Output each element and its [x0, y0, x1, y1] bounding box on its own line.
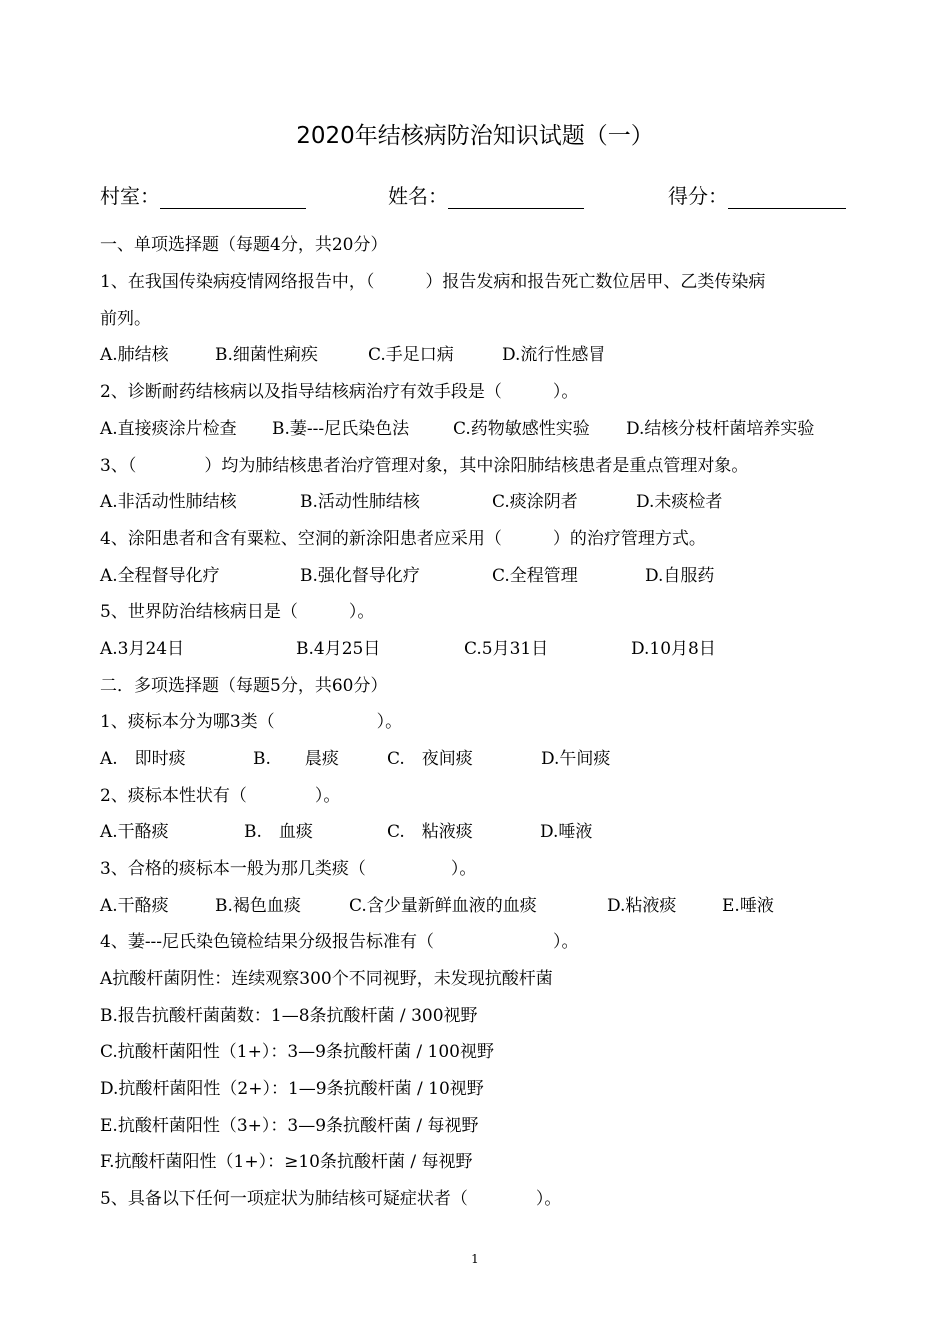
option-c: C.含少量新鲜血液的血痰	[349, 896, 537, 916]
score-label: 得分：	[668, 184, 728, 208]
section-heading-single-choice: 一、单项选择题（每题4分，共20分）	[100, 235, 388, 255]
option-d: D.午间痰	[541, 749, 611, 769]
option-d: D.粘液痰	[607, 896, 677, 916]
question-text: 1、痰标本分为哪3类（ ）。	[100, 712, 403, 732]
village-room-blank[interactable]	[160, 182, 306, 209]
score-blank[interactable]	[728, 182, 846, 209]
question-text: 4、萋---尼氏染色镜检结果分级报告标准有（ ）。	[100, 932, 579, 952]
option-e: E.唾液	[722, 896, 774, 916]
option-b: B.细菌性痢疾	[215, 345, 318, 365]
option-d: D.自服药	[645, 566, 715, 586]
section-heading-multiple-choice: 二．多项选择题（每题5分，共60分）	[100, 676, 388, 696]
village-room-field	[100, 180, 306, 209]
option-b: B.褐色血痰	[215, 896, 301, 916]
option-b: B.活动性肺结核	[300, 492, 420, 512]
village-room-label: 村室：	[100, 184, 160, 208]
option-c: C.药物敏感性实验	[453, 419, 590, 439]
option-c: C.5月31日	[464, 639, 549, 659]
option-b: B. 晨痰	[253, 749, 339, 769]
option-c: C.手足口病	[368, 345, 454, 365]
option-a: A.干酪痰	[100, 896, 169, 916]
option-c: C.全程管理	[492, 566, 578, 586]
grading-standard-item: D.抗酸杆菌阳性（2+）：1—9条抗酸杆菌 / 10视野	[100, 1079, 484, 1099]
name-blank[interactable]	[448, 182, 584, 209]
question-text: 5、具备以下任何一项症状为肺结核可疑症状者（ ）。	[100, 1189, 562, 1209]
option-c: C. 粘液痰	[387, 822, 473, 842]
grading-standard-item: C.抗酸杆菌阳性（1+）：3—9条抗酸杆菌 / 100视野	[100, 1042, 494, 1062]
option-c: C. 夜间痰	[387, 749, 473, 769]
score-field	[668, 180, 846, 209]
grading-standard-item: B.报告抗酸杆菌菌数：1—8条抗酸杆菌 / 300视野	[100, 1006, 478, 1026]
option-a: A.3月24日	[100, 639, 185, 659]
question-text: 3、（ ）均为肺结核患者治疗管理对象，其中涂阳肺结核患者是重点管理对象。	[100, 456, 749, 476]
option-d: D.未痰检者	[636, 492, 723, 512]
option-d: D.唾液	[540, 822, 593, 842]
option-a: A.肺结核	[100, 345, 169, 365]
grading-standard-item: A抗酸杆菌阴性：连续观察300个不同视野，未发现抗酸杆菌	[100, 969, 553, 989]
option-d: D.10月8日	[631, 639, 716, 659]
option-a: A.直接痰涂片检查	[100, 419, 237, 439]
option-b: B.4月25日	[296, 639, 381, 659]
option-d: D.结核分枝杆菌培养实验	[626, 419, 815, 439]
option-a: A.非活动性肺结核	[100, 492, 237, 512]
name-label: 姓名：	[388, 184, 448, 208]
option-a: A.干酪痰	[100, 822, 169, 842]
option-b: B.强化督导化疗	[300, 566, 420, 586]
option-b: B.萋---尼氏染色法	[272, 419, 410, 439]
page-number: 1	[471, 1252, 479, 1266]
exam-title: 2020年结核病防治知识试题（一）	[296, 123, 654, 149]
question-text: 5、世界防治结核病日是（ ）。	[100, 602, 375, 622]
option-a: A.全程督导化疗	[100, 566, 220, 586]
question-text-continued: 前列。	[100, 309, 151, 329]
grading-standard-item: F.抗酸杆菌阳性（1+）：≥10条抗酸杆菌 / 每视野	[100, 1152, 473, 1172]
question-text: 3、合格的痰标本一般为那几类痰（ ）。	[100, 859, 477, 879]
option-a: A. 即时痰	[100, 749, 186, 769]
option-c: C.痰涂阴者	[492, 492, 578, 512]
option-d: D.流行性感冒	[502, 345, 606, 365]
question-text: 1、在我国传染病疫情网络报告中，（ ）报告发病和报告死亡数位居甲、乙类传染病	[100, 272, 766, 292]
question-text: 2、痰标本性状有（ ）。	[100, 786, 341, 806]
grading-standard-item: E.抗酸杆菌阳性（3+）：3—9条抗酸杆菌 / 每视野	[100, 1116, 479, 1136]
question-text: 2、诊断耐药结核病以及指导结核病治疗有效手段是（ ）。	[100, 382, 579, 402]
question-text: 4、涂阳患者和含有粟粒、空洞的新涂阳患者应采用（ ）的治疗管理方式。	[100, 529, 706, 549]
option-b: B. 血痰	[244, 822, 313, 842]
name-field	[388, 180, 584, 209]
